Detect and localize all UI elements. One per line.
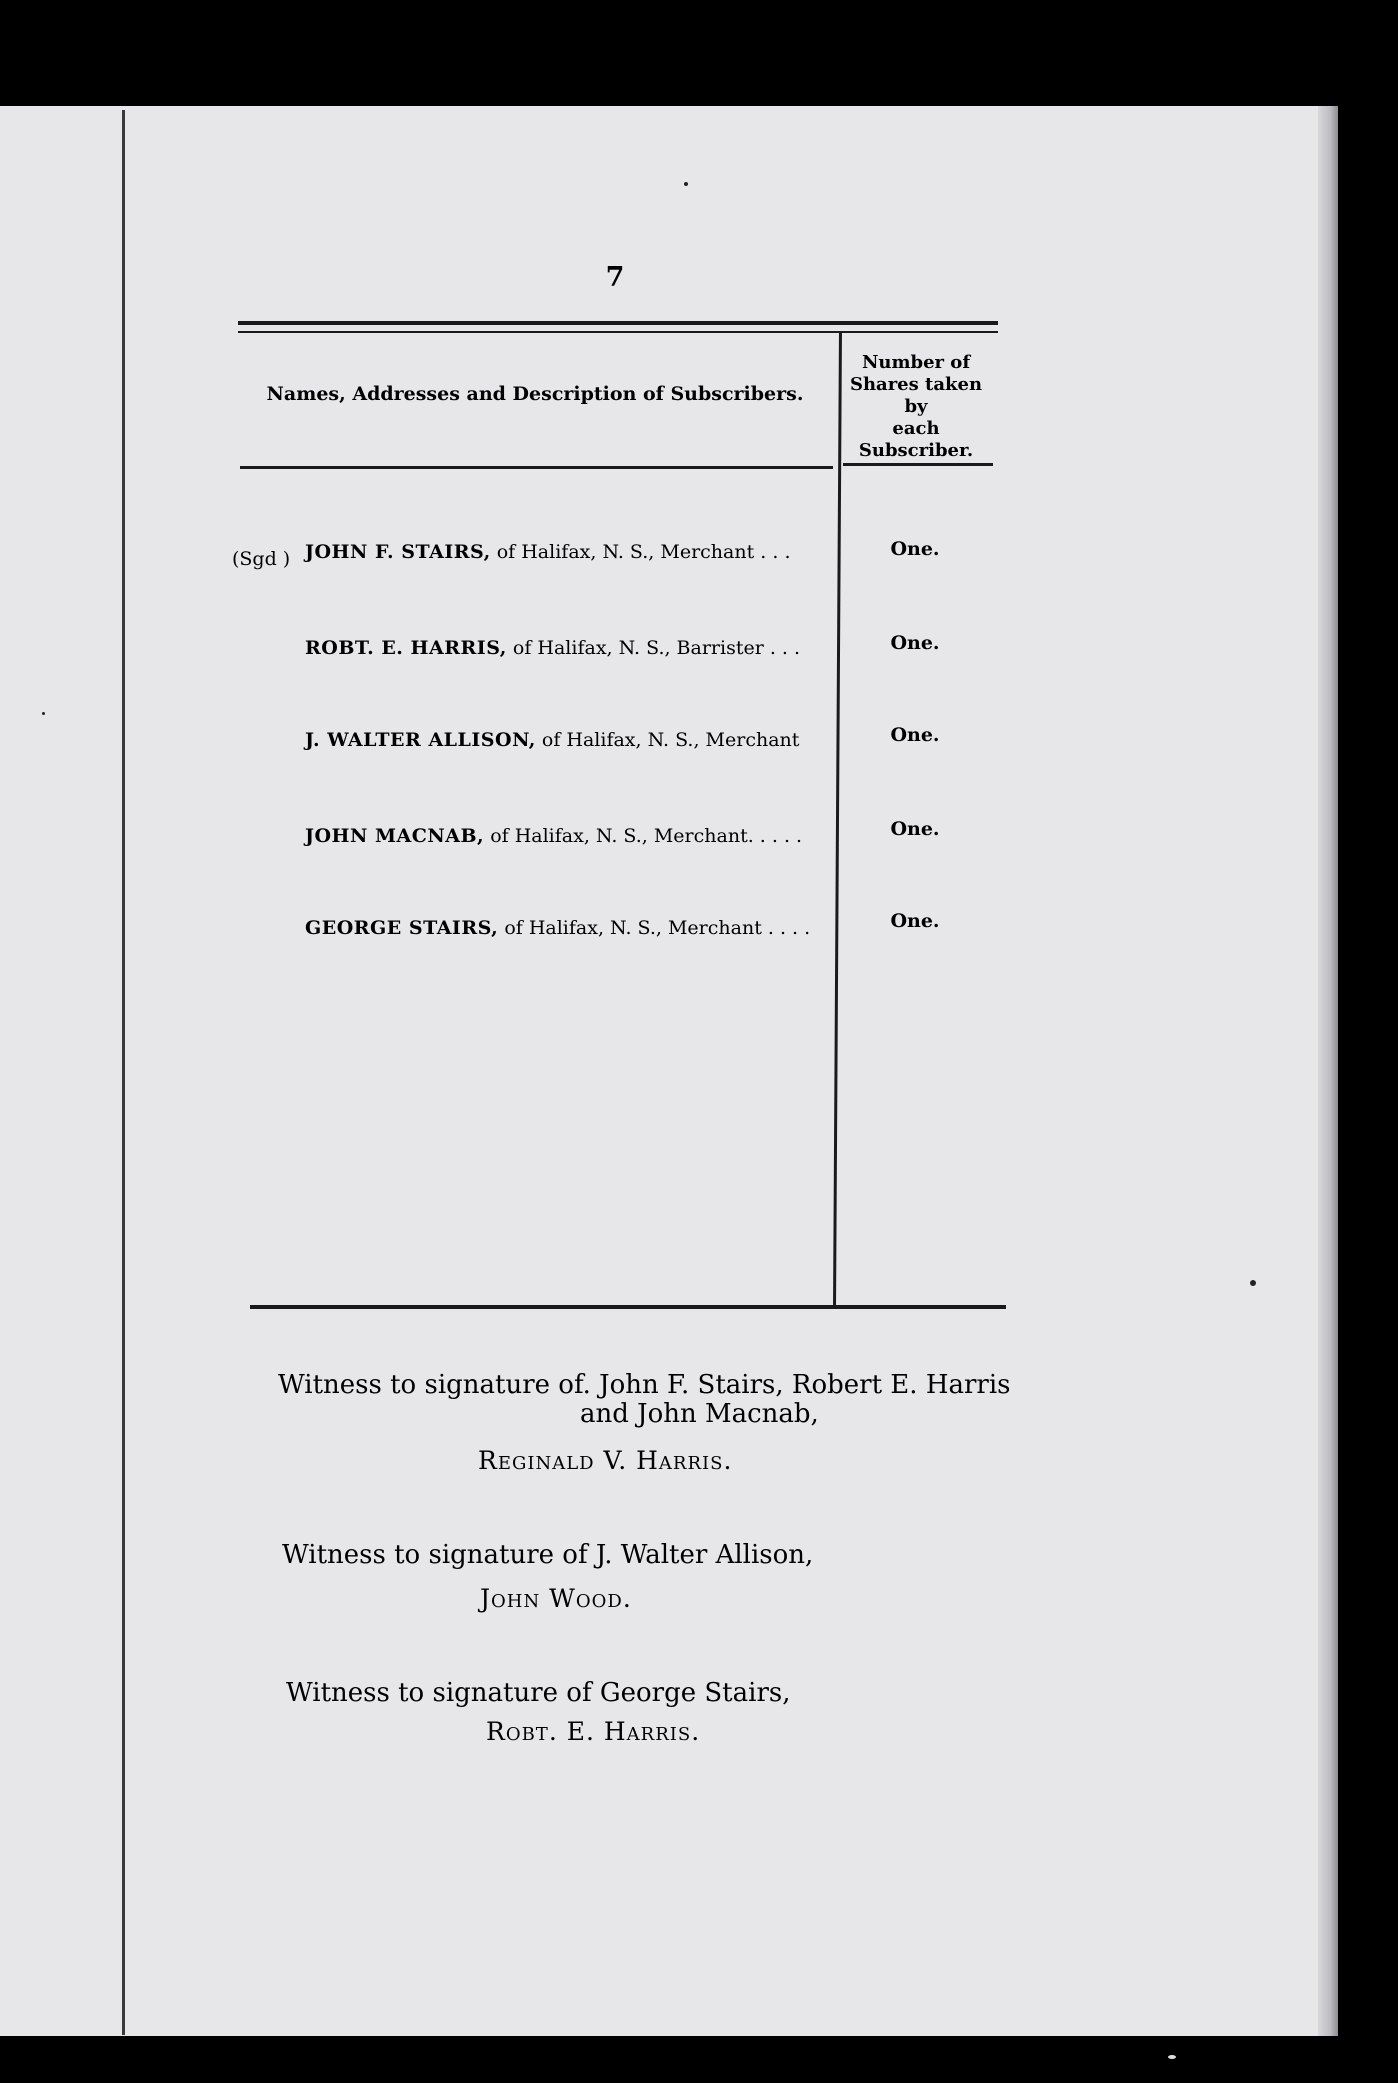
paper-speck [1250, 1280, 1256, 1286]
subscriber-shares: One. [890, 538, 940, 560]
subscriber-name: JOHN MACNAB, [305, 825, 485, 847]
subscriber-row [305, 541, 835, 563]
table-top-rule [238, 321, 998, 325]
subscriber-description: of Halifax, N. S., Merchant. . . . . [484, 825, 803, 847]
table-top-rule-thin [238, 331, 998, 333]
witness-statement-continued: and John Macnab, [580, 1399, 819, 1429]
subscriber-description: of Halifax, N. S., Merchant [535, 729, 800, 751]
subscriber-description: of Halifax, N. S., Merchant . . . . [498, 917, 811, 939]
paper-speck [42, 712, 45, 715]
subscriber-shares: One. [890, 632, 940, 654]
header-rule-shares [843, 463, 993, 466]
header-shares-line: Subscriber. [858, 440, 974, 461]
subscriber-description: of Halifax, N. S., Merchant . . . [490, 541, 791, 563]
subscriber-row [305, 637, 835, 659]
witness-signature: John Wood. [480, 1584, 632, 1613]
header-names: Names, Addresses and Description of Subscribers. [266, 383, 804, 405]
header-shares-line: Number of [861, 352, 971, 373]
subscriber-name: ROBT. E. HARRIS, [305, 637, 507, 659]
page-edge-shadow [1318, 106, 1338, 2036]
subscriber-name: GEORGE STAIRS, [305, 917, 499, 939]
header-shares [836, 352, 996, 462]
witness-signature: Reginald V. Harris. [478, 1446, 733, 1475]
witness-statement: Witness to signature of George Stairs, [286, 1678, 791, 1708]
subscriber-name: J. WALTER ALLISON, [305, 729, 536, 751]
paper-speck [1168, 2055, 1176, 2059]
witness-statement: Witness to signature of. John F. Stairs, Robert E. Harris [278, 1370, 1011, 1400]
paper-speck [684, 182, 688, 186]
subscriber-row [305, 825, 835, 847]
subscriber-shares: One. [890, 724, 940, 746]
subscriber-name: JOHN F. STAIRS, [305, 541, 491, 563]
table-bottom-rule [250, 1305, 1006, 1309]
subscriber-shares: One. [890, 818, 940, 840]
witness-statement: Witness to signature of J. Walter Allison, [282, 1540, 814, 1570]
page-number: 7 [605, 262, 625, 293]
header-shares-line: Shares taken by [849, 374, 983, 417]
header-shares-line: each [892, 418, 940, 439]
subscriber-description: of Halifax, N. S., Barrister . . . [506, 637, 801, 659]
subscriber-row [305, 729, 835, 751]
signed-mark: (Sgd ) [232, 548, 291, 570]
witness-signature: Robt. E. Harris. [486, 1717, 701, 1746]
binding-gutter-line [122, 110, 125, 2035]
subscriber-row [305, 917, 835, 939]
subscriber-shares: One. [890, 910, 940, 932]
header-rule-names [240, 466, 833, 469]
